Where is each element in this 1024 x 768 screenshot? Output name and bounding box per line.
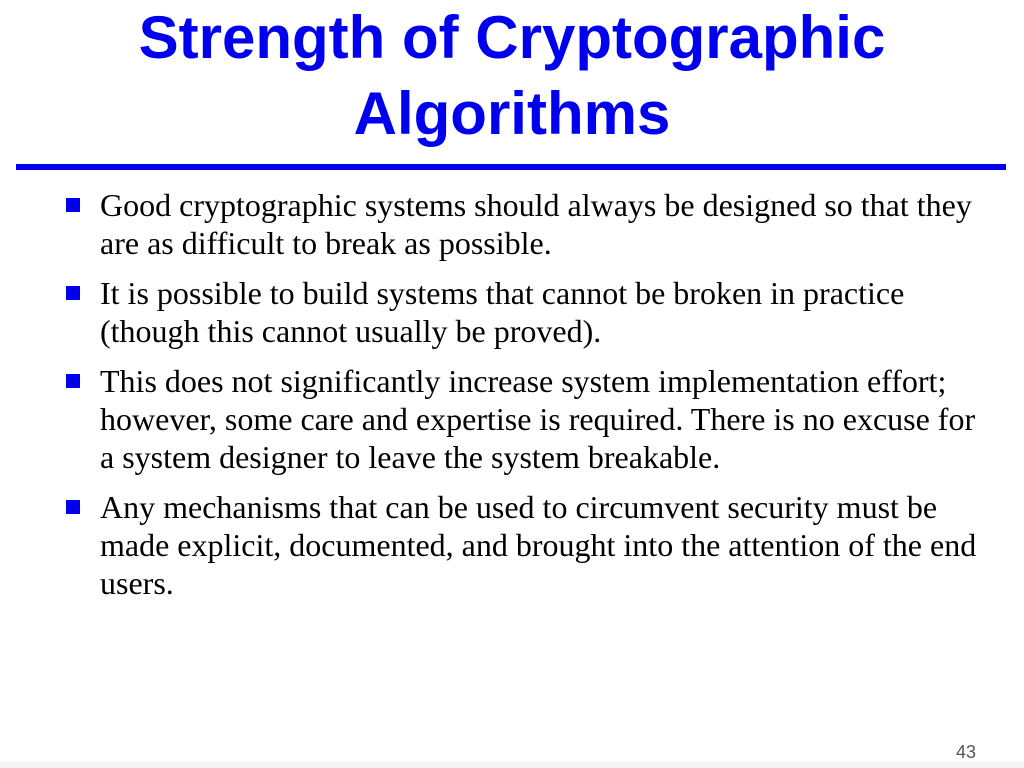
bullet-text: Any mechanisms that can be used to circumvent security must be made explicit, documented, and brought into the attention of the end users. <box>100 489 977 601</box>
bullet-text: Good cryptographic systems should always be designed so that they are as difficult to break as possible. <box>100 187 972 261</box>
bullet-item <box>64 274 994 350</box>
square-bullet-icon <box>66 500 80 514</box>
bullet-list <box>64 186 994 614</box>
slide-title-line-2: Algorithms <box>353 80 671 147</box>
slide-title <box>40 0 984 152</box>
bullet-text: It is possible to build systems that cannot be broken in practice (though this cannot usually be proved). <box>100 275 905 349</box>
bottom-edge-strip <box>0 762 1024 768</box>
title-underline-rule <box>16 164 1006 170</box>
bullet-item <box>64 362 994 476</box>
square-bullet-icon <box>66 374 80 388</box>
bullet-text: This does not significantly increase system implementation effort; however, some care and expertise is required. There is no excuse for a system designer to leave the system breakable. <box>100 363 976 475</box>
slide-title-line-1: Strength of Cryptographic <box>138 4 886 71</box>
bullet-item <box>64 186 994 262</box>
square-bullet-icon <box>66 286 80 300</box>
page-number: 43 <box>955 742 976 762</box>
square-bullet-icon <box>66 198 80 212</box>
bullet-item <box>64 488 994 602</box>
